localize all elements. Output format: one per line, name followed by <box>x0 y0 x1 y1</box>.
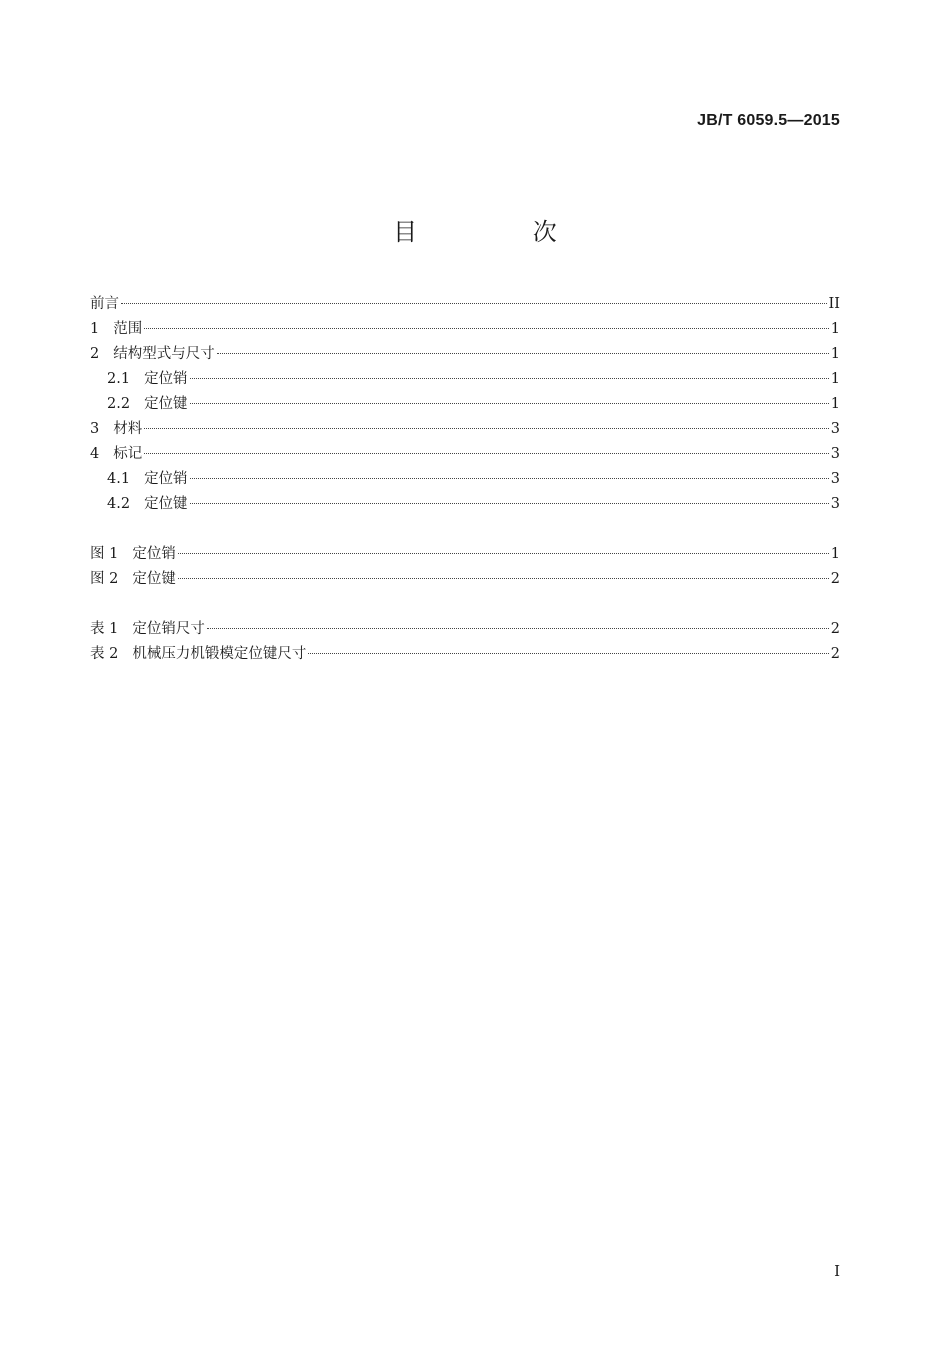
toc-entry-page: 3 <box>830 421 840 437</box>
toc-dot-leader <box>121 303 827 304</box>
toc-entry-label: 定位销 <box>144 471 188 487</box>
toc-tables <box>90 617 840 667</box>
toc-section-entry[interactable] <box>90 392 840 417</box>
toc-entry-page: 1 <box>830 321 840 337</box>
toc-dot-leader <box>190 503 829 504</box>
toc-entry-page: 2 <box>830 646 840 662</box>
toc-entry-label: 结构型式与尺寸 <box>113 346 215 362</box>
standard-number: JB/T 6059.5—2015 <box>697 112 840 129</box>
toc-dot-leader <box>178 578 829 579</box>
toc-section-entry[interactable] <box>90 442 840 467</box>
toc-entry-page: 3 <box>830 496 840 512</box>
page-title: 目 次 <box>393 218 611 246</box>
toc-entry-page: 1 <box>830 396 840 412</box>
toc-entry-number: 4 <box>90 446 100 462</box>
toc-dot-leader <box>190 403 829 404</box>
toc-entry-page: II <box>828 296 840 312</box>
toc-entry-page: 1 <box>830 546 840 562</box>
toc-entry-label: 定位销尺寸 <box>132 621 205 637</box>
toc-dot-leader <box>144 328 829 329</box>
toc-entry-number: 表 1 <box>90 621 119 637</box>
toc-section-entry[interactable] <box>90 467 840 492</box>
toc-entry-number: 2 <box>90 346 100 362</box>
toc-section-entry[interactable] <box>90 492 840 517</box>
toc-entry-label: 定位键 <box>144 396 188 412</box>
toc-entry-label: 范围 <box>113 321 143 337</box>
toc-entry-number: 图 1 <box>90 546 119 562</box>
toc-dot-leader <box>190 478 829 479</box>
toc-section-entry[interactable] <box>90 367 840 392</box>
toc-section-entry[interactable] <box>90 317 840 342</box>
toc-entry-page: 2 <box>830 571 840 587</box>
toc-entry-label: 定位销 <box>132 546 176 562</box>
toc-section-entry[interactable] <box>90 342 840 367</box>
toc-entry-label: 标记 <box>113 446 143 462</box>
toc-entry-number: 4.1 <box>107 471 131 487</box>
toc-dot-leader <box>144 453 829 454</box>
toc-entry-number: 2.1 <box>107 371 131 387</box>
toc-entry-label: 前言 <box>90 296 119 312</box>
toc-entry-number: 2.2 <box>107 396 131 412</box>
toc-dot-leader <box>144 428 829 429</box>
toc-sections <box>90 292 840 517</box>
toc-figure-entry[interactable] <box>90 542 840 567</box>
toc-entry-page: 1 <box>830 371 840 387</box>
toc-section-entry[interactable] <box>90 417 840 442</box>
toc-entry-page: 2 <box>830 621 840 637</box>
toc-table-entry[interactable] <box>90 617 840 642</box>
toc-dot-leader <box>217 353 829 354</box>
toc-entry-label: 定位销 <box>144 371 188 387</box>
toc-dot-leader <box>178 553 829 554</box>
toc-table-entry[interactable] <box>90 642 840 667</box>
toc-dot-leader <box>308 653 828 654</box>
toc-entry-number: 3 <box>90 421 100 437</box>
toc-entry-label: 材料 <box>113 421 143 437</box>
toc-entry-label: 定位键 <box>144 496 188 512</box>
toc-dot-leader <box>190 378 829 379</box>
toc-dot-leader <box>207 628 829 629</box>
toc-entry-number: 图 2 <box>90 571 119 587</box>
toc-entry-number: 4.2 <box>107 496 131 512</box>
toc-entry-label: 机械压力机锻模定位键尺寸 <box>132 646 307 662</box>
toc-entry-page: 1 <box>830 346 840 362</box>
toc-entry-number: 表 2 <box>90 646 119 662</box>
page-number: I <box>834 1262 840 1280</box>
toc-entry-number: 1 <box>90 321 100 337</box>
table-of-contents <box>90 292 840 667</box>
toc-entry-page: 3 <box>830 446 840 462</box>
toc-figures <box>90 542 840 592</box>
toc-figure-entry[interactable] <box>90 567 840 592</box>
toc-entry-label: 定位键 <box>132 571 176 587</box>
toc-section-entry[interactable] <box>90 292 840 317</box>
toc-entry-page: 3 <box>830 471 840 487</box>
